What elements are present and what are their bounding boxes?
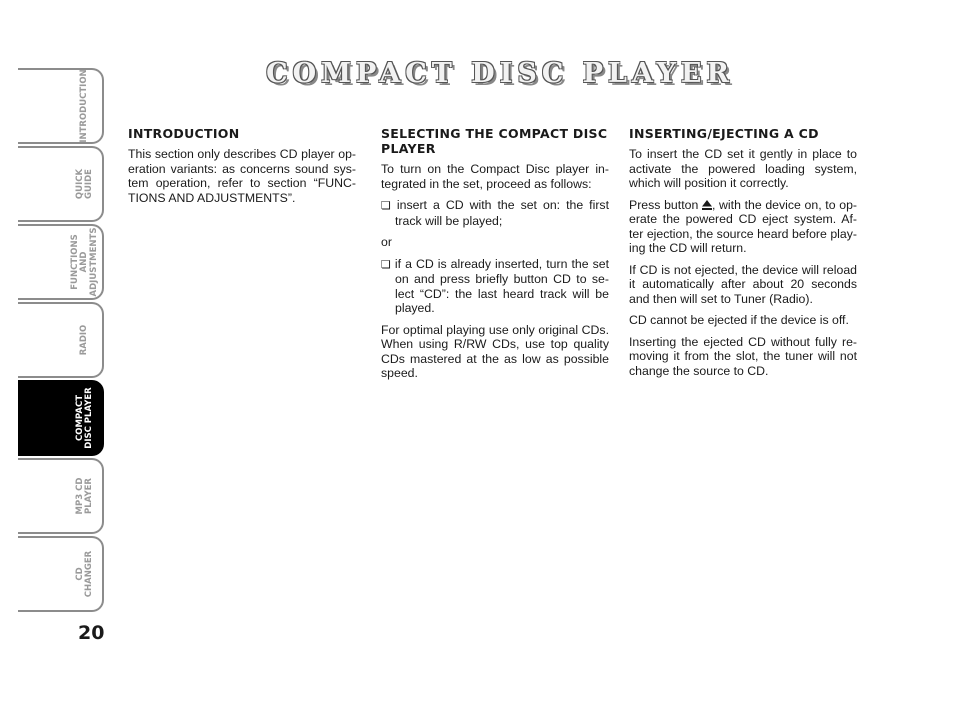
page-title: COMPACT DISC PLAYER (266, 58, 734, 89)
p2-after: , with the device on, to op-erate the powered CD eject system. Af-ter ejection, the source heard before play-ing the CD will return. (629, 197, 858, 255)
tab-label: QUICK GUIDE (74, 168, 94, 200)
inserting-p3: If CD is not ejected, the device will reload it automatically after about 20 seconds and then will set to Tuner (Radio). (629, 262, 857, 306)
tab-label: COMPACT DISC PLAYER (74, 387, 94, 449)
section-tabs (18, 68, 106, 614)
tab-cd-changer[interactable] (18, 536, 104, 612)
selecting-note: For optimal playing use only original CDs. When using R/RW CDs, use top quality CDs mastered at the as low as possible speed. (381, 322, 609, 380)
tab-radio[interactable] (18, 302, 104, 378)
tab-mp3-cd-player[interactable] (18, 458, 104, 534)
checkbox-icon: ❏ (381, 257, 391, 271)
tab-label: CD CHANGER (74, 550, 94, 598)
checkbox-icon: ❏ (381, 199, 391, 212)
inserting-p1: To insert the CD set it gently in place to activate the powered loading system, which will position it correctly. (629, 147, 857, 190)
tab-label: MP3 CD PLAYER (74, 477, 94, 515)
tab-label: FUNCTIONS AND ADJUSTMENTS (69, 227, 99, 297)
selecting-or: or (381, 235, 392, 249)
selecting-heading: SELECTING THE COMPACT DISC PLAYER (381, 126, 608, 156)
selecting-column (381, 126, 609, 388)
bullet-text: insert a CD with the set on: the first track will be played; (395, 198, 609, 228)
p2-before: Press button (629, 197, 699, 212)
tab-label: RADIO (79, 324, 90, 356)
eject-icon (702, 200, 712, 210)
introduction-text: This section only describes CD player op-eration variants: as concerns sound sys-tem operation, refer to section “FUNC-TIONS AND ADJUSTMENTS”. (128, 147, 356, 205)
page-number: 20 (78, 622, 105, 644)
selecting-bullet-2 (381, 257, 609, 316)
bullet-text: if a CD is already inserted, turn the set on and press briefly button CD to se-lect “CD”: the last heard track will be played. (394, 256, 609, 315)
tab-functions-and-adjustments[interactable] (18, 224, 104, 300)
tab-compact-disc-player[interactable] (18, 380, 104, 456)
introduction-column (128, 126, 356, 212)
inserting-p2 (629, 198, 857, 256)
introduction-heading: INTRODUCTION (128, 126, 240, 141)
inserting-column (629, 126, 857, 385)
tab-label: INTRODUCTION (79, 69, 90, 143)
inserting-heading: INSERTING/EJECTING A CD (629, 126, 819, 141)
tab-quick-guide[interactable] (18, 146, 104, 222)
inserting-p5: Inserting the ejected CD without fully re-moving it from the slot, the tuner will not change the source to CD. (629, 334, 857, 378)
inserting-p4: CD cannot be ejected if the device is off. (629, 313, 849, 327)
selecting-intro: To turn on the Compact Disc player in-tegrated in the set, proceed as follows: (381, 162, 609, 191)
selecting-bullet-1 (381, 198, 609, 228)
tab-introduction[interactable] (18, 68, 104, 144)
